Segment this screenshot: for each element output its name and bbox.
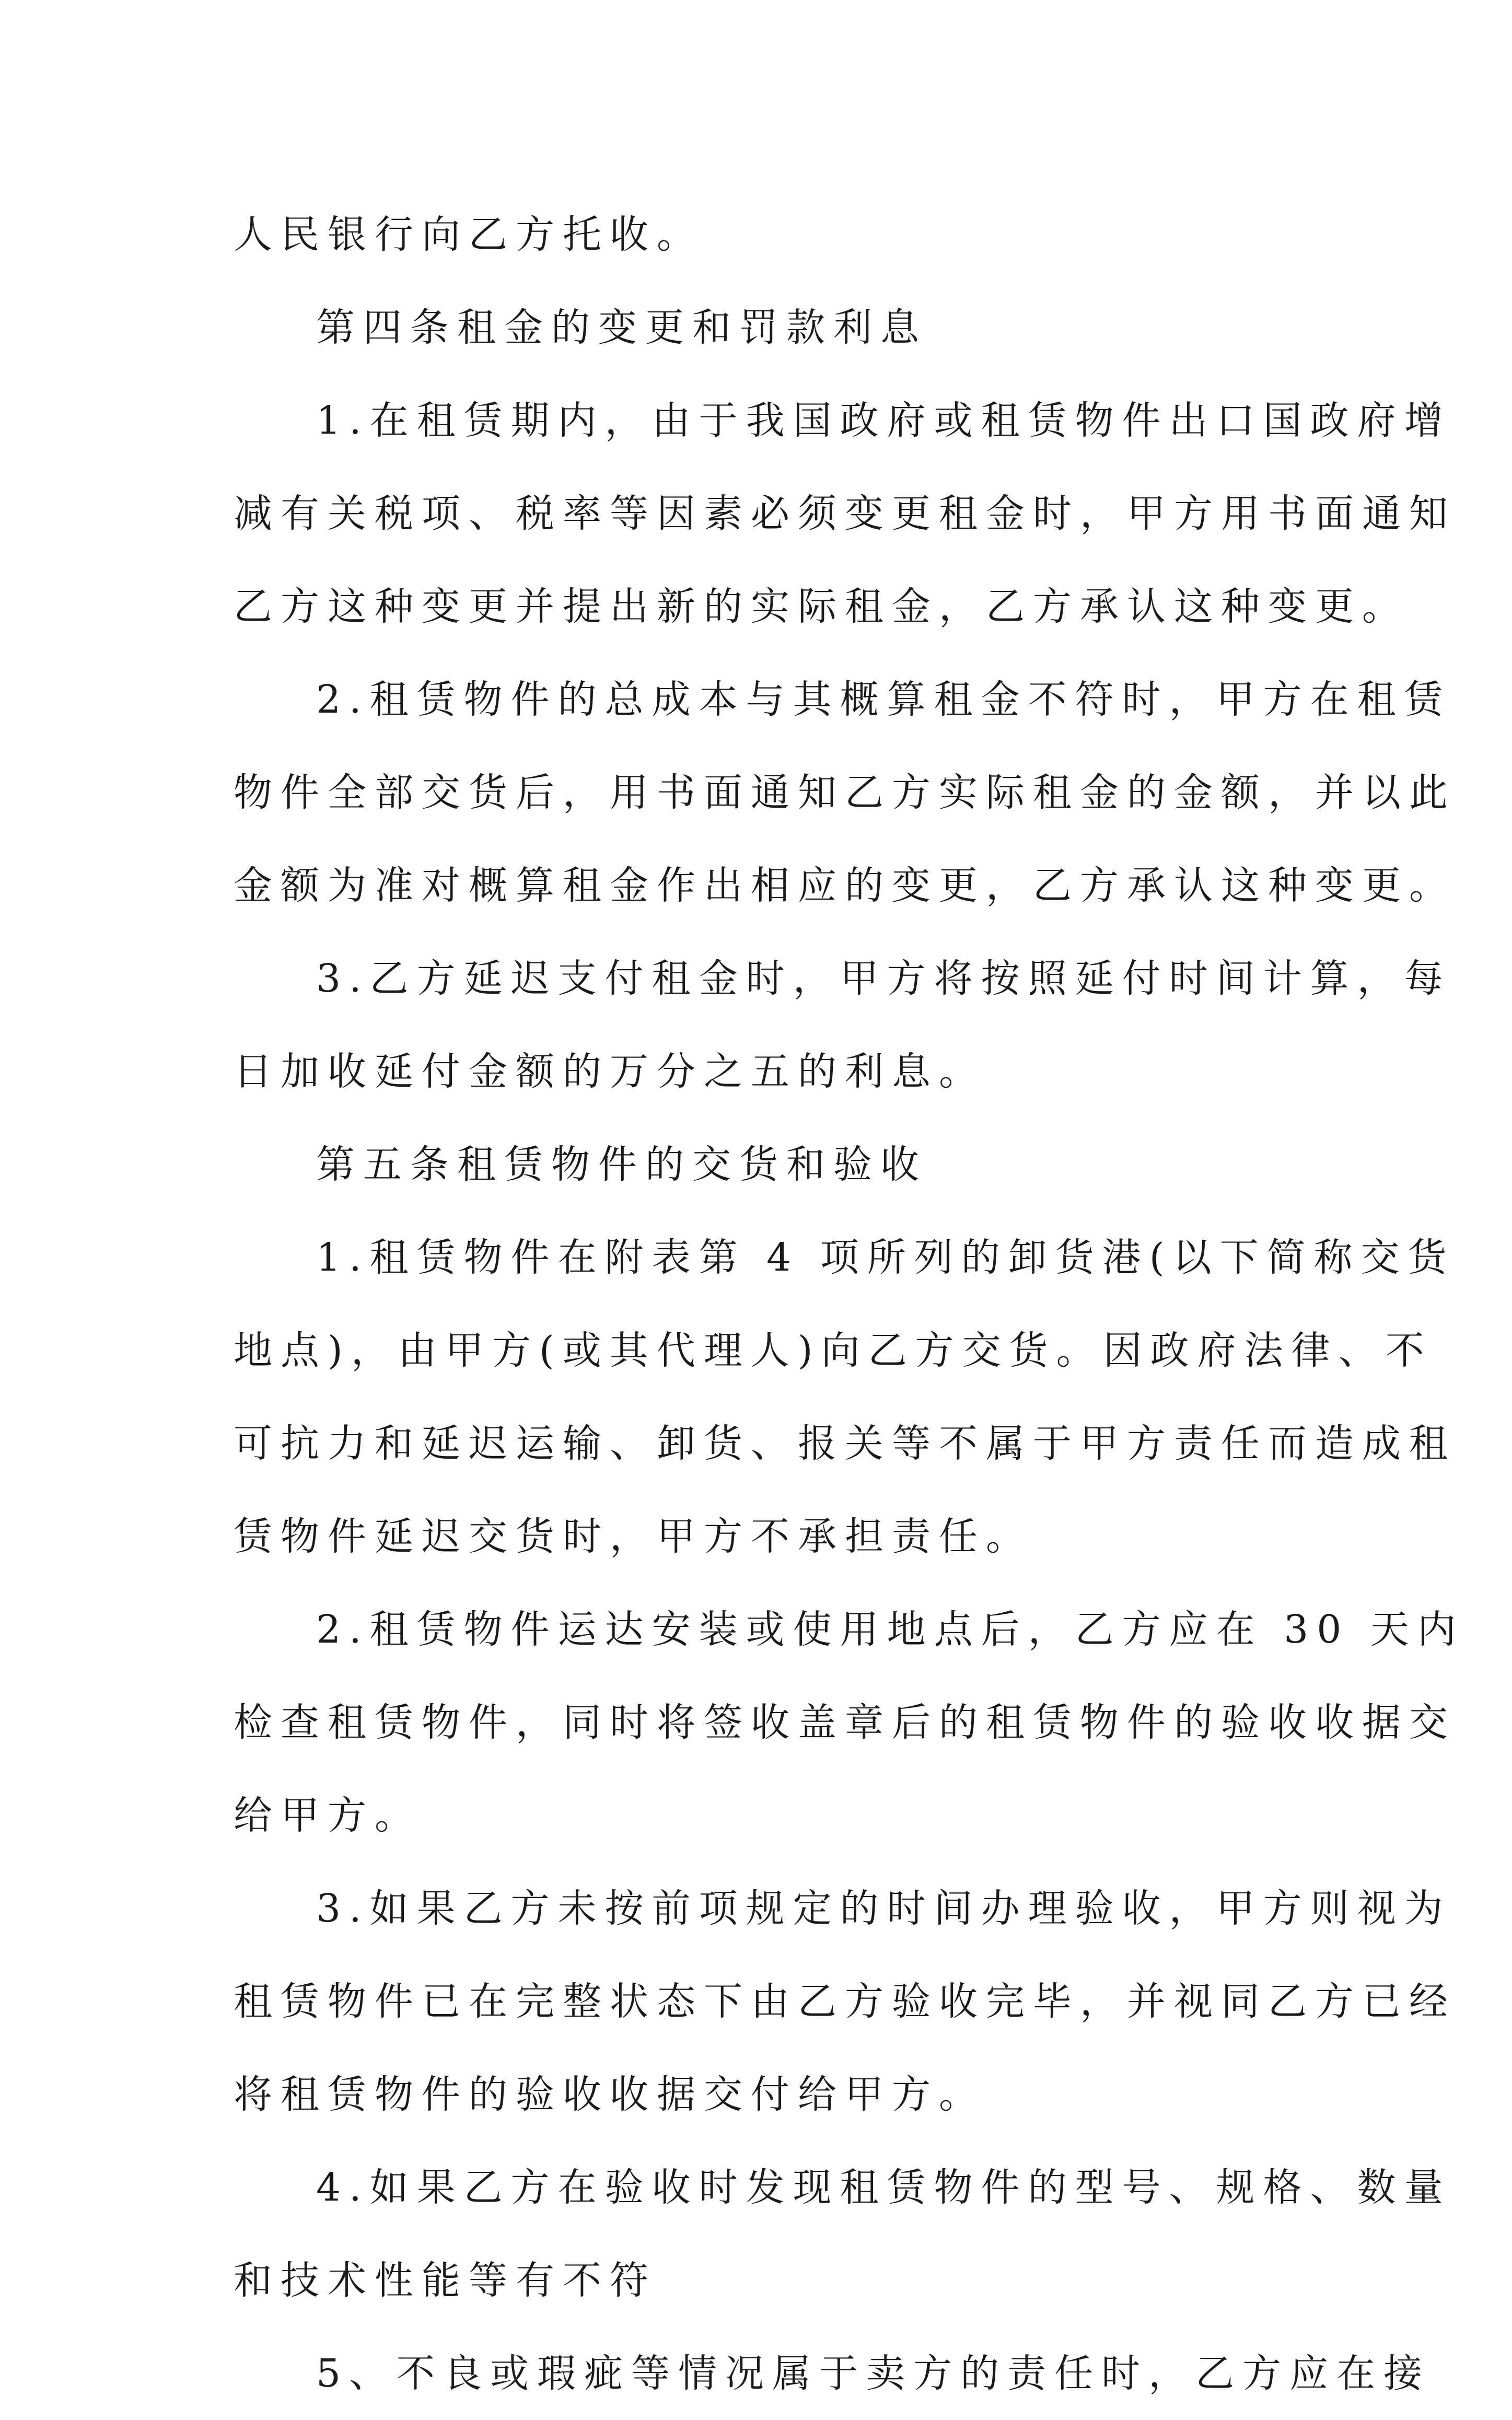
text-line: 可抗力和延迟运输、卸货、报关等不属于甲方责任而造成租 (234, 1421, 1456, 1466)
text-line: 日加收延付金额的万分之五的利息。 (234, 1049, 986, 1094)
text-line: 和技术性能等有不符 (234, 2258, 657, 2303)
document-body (234, 188, 1464, 2420)
text-line: 乙方这种变更并提出新的实际租金，乙方承认这种变更。 (234, 584, 1409, 629)
text-line: 1.租赁物件在附表第 4 项所列的卸货港(以下简称交货 (316, 1235, 1455, 1280)
text-line: 减有关税项、税率等因素必须变更租金时，甲方用书面通知 (234, 491, 1456, 536)
text-line: 给甲方。 (234, 1793, 422, 1838)
text-line: 金额为准对概算租金作出相应的变更，乙方承认这种变更。 (234, 863, 1456, 908)
text-line: 将租赁物件的验收收据交付给甲方。 (234, 2072, 986, 2117)
text-line: 3.如果乙方未按前项规定的时间办理验收，甲方则视为 (316, 1886, 1451, 1931)
text-line: 5、不良或瑕疵等情况属于卖方的责任时，乙方应在接 (316, 2351, 1431, 2396)
text-line: 4.如果乙方在验收时发现租赁物件的型号、规格、数量 (316, 2165, 1451, 2210)
section-heading-4: 第四条租金的变更和罚款利息 (316, 305, 927, 350)
text-line: 2.租赁物件的总成本与其概算租金不符时，甲方在租赁 (316, 677, 1451, 722)
section-heading-5: 第五条租赁物件的交货和验收 (316, 1142, 927, 1187)
text-line: 地点)，由甲方(或其代理人)向乙方交货。因政府法律、不 (234, 1328, 1433, 1373)
text-line: 1.在租赁期内，由于我国政府或租赁物件出口国政府增 (316, 398, 1451, 443)
text-line: 检查租赁物件，同时将签收盖章后的租赁物件的验收收据交 (234, 1700, 1456, 1745)
text-line: 3.乙方延迟支付租金时，甲方将按照延付时间计算，每 (316, 956, 1451, 1001)
text-line: 赁物件延迟交货时，甲方不承担责任。 (234, 1514, 1033, 1559)
text-line: 2.租赁物件运达安装或使用地点后，乙方应在 30 天内 (316, 1607, 1464, 1652)
text-line: 租赁物件已在完整状态下由乙方验收完毕，并视同乙方已经 (234, 1979, 1456, 2024)
text-line: 人民银行向乙方托收。 (234, 212, 704, 257)
text-line: 物件全部交货后，用书面通知乙方实际租金的金额，并以此 (234, 770, 1456, 815)
